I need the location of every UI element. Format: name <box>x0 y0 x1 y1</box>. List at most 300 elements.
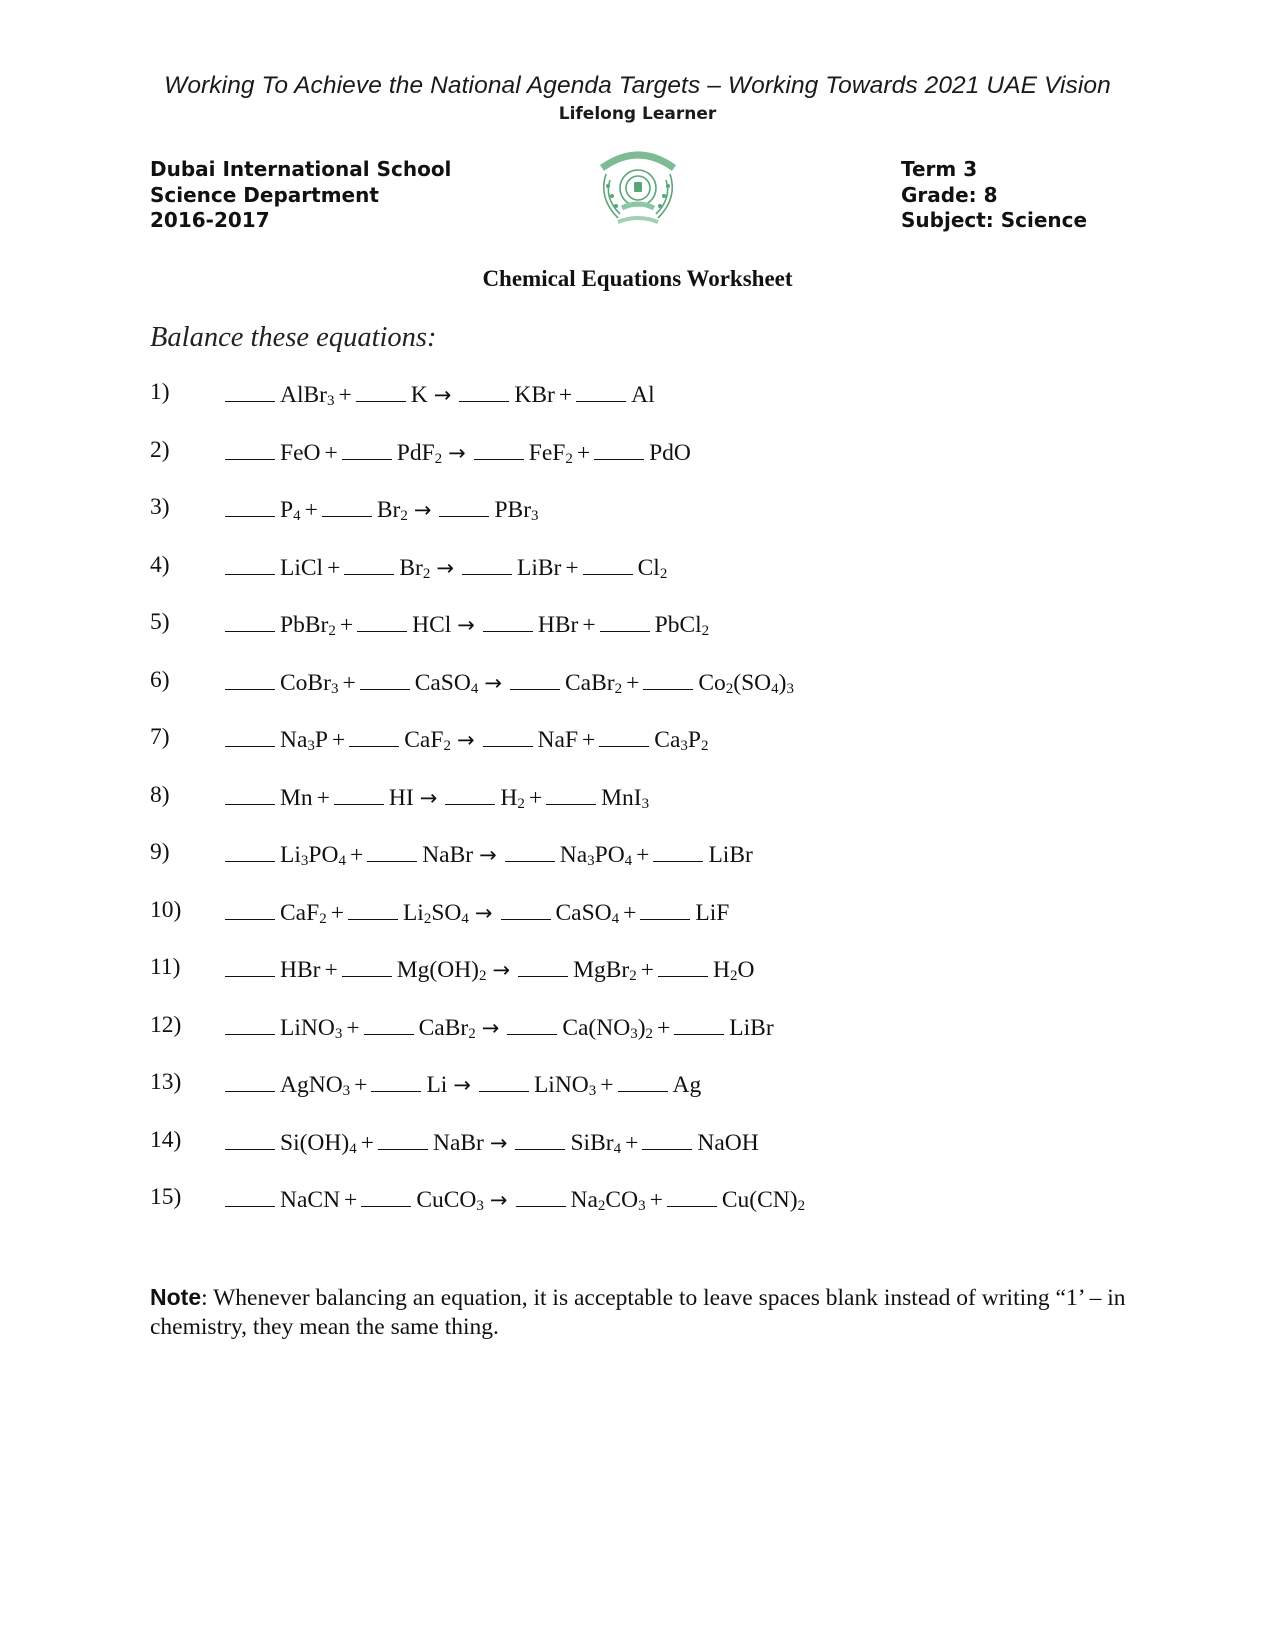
formula-subscript: 4 <box>293 508 301 524</box>
formula-text: K <box>410 382 428 408</box>
coefficient-blank[interactable] <box>225 609 275 632</box>
note-paragraph <box>150 1283 1130 1342</box>
yields-arrow-icon: → <box>456 728 475 752</box>
chemical-formula <box>517 555 561 581</box>
plus-sign: + <box>331 727 346 753</box>
plus-sign: + <box>528 784 543 811</box>
chemical-formula <box>397 957 487 983</box>
equation-number: 9) <box>150 839 170 865</box>
chemical-formula <box>433 1130 484 1156</box>
grade-label: Grade: 8 <box>901 182 998 207</box>
equation-body <box>225 1069 705 1099</box>
instruction-text: Balance these equations: <box>150 322 437 353</box>
plus-sign: + <box>344 1187 358 1213</box>
formula-text: Li <box>280 842 301 868</box>
coefficient-blank[interactable] <box>225 1012 275 1035</box>
chemical-formula <box>538 727 578 753</box>
formula-text: PO <box>308 842 339 868</box>
coefficient-blank[interactable] <box>674 1012 724 1035</box>
header-subtag: Lifelong Learner <box>558 104 717 124</box>
formula-subscript: 3 <box>587 853 595 869</box>
plus-sign: + <box>354 1072 368 1098</box>
coefficient-blank[interactable] <box>378 1127 428 1150</box>
formula-subscript: 2 <box>701 623 710 639</box>
chemical-formula <box>377 497 408 523</box>
coefficient-blank[interactable] <box>594 437 644 460</box>
formula-text: CO <box>605 1187 639 1213</box>
chemical-formula <box>638 555 668 581</box>
chemical-formula <box>571 1187 646 1213</box>
formula-subscript: 4 <box>624 853 633 869</box>
formula-text: NaCN <box>280 1187 341 1213</box>
formula-text: Ca(NO <box>562 1014 631 1041</box>
equation-body <box>225 724 712 754</box>
coefficient-blank[interactable] <box>618 1069 668 1092</box>
formula-text: ) <box>778 669 787 696</box>
formula-text: H <box>713 957 731 983</box>
formula-text: Mg(OH) <box>396 957 479 983</box>
chemical-formula <box>422 842 473 868</box>
formula-subscript: 2 <box>328 623 336 639</box>
coefficient-blank[interactable] <box>483 609 533 632</box>
formula-subscript: 4 <box>349 1140 357 1157</box>
equation-body <box>225 954 759 984</box>
formula-subscript: 2 <box>725 680 734 697</box>
coefficient-blank[interactable] <box>342 954 392 977</box>
equation-number: 2) <box>150 436 170 463</box>
coefficient-blank[interactable] <box>643 667 693 690</box>
coefficient-blank[interactable] <box>360 667 410 690</box>
formula-subscript: 2 <box>700 738 709 754</box>
formula-subscript: 4 <box>338 853 346 869</box>
plus-sign: + <box>600 1072 614 1098</box>
equation-body <box>225 1127 763 1157</box>
equation-number: 6) <box>150 666 170 693</box>
formula-text: FeO <box>280 439 321 466</box>
formula-text: NaOH <box>697 1129 759 1156</box>
equation-number: 5) <box>150 609 170 635</box>
yields-arrow-icon: → <box>489 1188 508 1212</box>
equation-number: 11) <box>150 954 181 980</box>
coefficient-blank[interactable] <box>367 839 417 862</box>
formula-text: P <box>314 727 328 753</box>
equation-body <box>225 667 798 697</box>
coefficient-blank[interactable] <box>653 839 703 862</box>
yields-arrow-icon: → <box>457 613 475 637</box>
formula-text: (SO <box>733 669 772 696</box>
coefficient-blank[interactable] <box>225 552 275 575</box>
coefficient-blank[interactable] <box>600 609 650 632</box>
formula-text: HI <box>388 784 414 811</box>
chemical-formula <box>412 612 451 638</box>
formula-text: CaBr <box>564 669 615 696</box>
coefficient-blank[interactable] <box>576 379 626 402</box>
chemical-formula <box>280 555 323 581</box>
plus-sign: + <box>360 1129 374 1156</box>
coefficient-blank[interactable] <box>439 494 489 517</box>
yields-arrow-icon: → <box>489 1130 508 1155</box>
formula-text: CaF <box>280 899 320 926</box>
plus-sign: + <box>636 842 650 868</box>
plus-sign: + <box>324 439 338 466</box>
chemical-formula <box>426 1072 447 1098</box>
plus-sign: + <box>349 842 364 868</box>
plus-sign: + <box>324 957 338 983</box>
coefficient-blank[interactable] <box>546 782 596 805</box>
formula-text: HBr <box>280 957 321 983</box>
formula-text: Cu(CN) <box>721 1187 798 1213</box>
coefficient-blank[interactable] <box>505 839 555 862</box>
yields-arrow-icon: → <box>481 1015 500 1040</box>
yields-arrow-icon: → <box>492 958 511 982</box>
plus-sign: + <box>316 784 330 811</box>
equation-number: 14) <box>150 1126 182 1153</box>
plus-sign: + <box>342 669 356 696</box>
equation-number: 1) <box>150 379 170 405</box>
formula-text: LiF <box>695 899 730 926</box>
coefficient-blank[interactable] <box>225 954 275 977</box>
chemical-formula <box>562 1015 653 1041</box>
plus-sign: + <box>565 554 579 581</box>
formula-subscript: 4 <box>611 910 620 927</box>
coefficient-blank[interactable] <box>501 897 551 920</box>
equation-number: 4) <box>150 551 170 578</box>
yields-arrow-icon: → <box>479 843 497 867</box>
formula-text: Na <box>570 1187 598 1213</box>
chemical-formula <box>573 957 637 983</box>
formula-text: NaF <box>537 727 579 753</box>
formula-text: Cl <box>637 554 660 581</box>
chemical-formula <box>280 785 313 811</box>
plus-sign: + <box>304 497 318 523</box>
formula-text: NaBr <box>422 842 474 868</box>
formula-text: H <box>500 784 518 811</box>
formula-subscript: 4 <box>613 1140 622 1157</box>
yields-arrow-icon: → <box>448 440 466 465</box>
formula-subscript: 2 <box>423 910 432 927</box>
chemical-formula <box>695 900 729 926</box>
formula-text: CaBr <box>418 1014 469 1041</box>
plus-sign: + <box>625 1129 639 1156</box>
coefficient-blank[interactable] <box>225 494 275 517</box>
formula-subscript: 3 <box>531 508 539 524</box>
school-crest-icon <box>588 138 688 230</box>
school-name: Dubai International School <box>150 157 452 181</box>
coefficient-blank[interactable] <box>642 1127 692 1150</box>
chemical-formula <box>570 1130 621 1156</box>
yields-arrow-icon: → <box>484 670 502 695</box>
coefficient-blank[interactable] <box>361 1184 411 1207</box>
chemical-formula <box>280 497 301 523</box>
coefficient-blank[interactable] <box>479 1069 529 1092</box>
chemical-formula <box>631 382 655 408</box>
coefficient-blank[interactable] <box>474 437 524 460</box>
chemical-formula <box>416 1187 484 1213</box>
chemical-formula <box>713 957 754 983</box>
formula-text: Br <box>399 554 423 581</box>
formula-text: SiBr <box>570 1129 614 1156</box>
formula-text: PO <box>594 842 625 868</box>
chemical-formula <box>397 440 442 466</box>
formula-subscript: 2 <box>422 565 431 582</box>
formula-subscript: 2 <box>797 1198 806 1214</box>
equation-body <box>225 437 695 467</box>
coefficient-blank[interactable] <box>225 1127 275 1150</box>
formula-text: PbBr <box>280 612 329 638</box>
equation-body <box>225 494 543 524</box>
formula-subscript: 3 <box>330 680 339 697</box>
coefficient-blank[interactable] <box>225 897 275 920</box>
equation-body <box>225 1012 778 1042</box>
formula-text: AlBr <box>280 382 327 408</box>
chemical-formula <box>280 1130 357 1156</box>
note-label: Note <box>150 1284 202 1310</box>
note-text: : Whenever balancing an equation, it is acceptable to leave spaces blank instead of writing “1’ – in chemistry, they mean the same thing. <box>150 1285 1126 1340</box>
formula-subscript: 3 <box>342 1083 351 1099</box>
formula-text: Ca <box>654 727 681 753</box>
coefficient-blank[interactable] <box>334 782 384 805</box>
formula-text: SO <box>431 899 462 926</box>
coefficient-blank[interactable] <box>357 609 407 632</box>
chemical-formula <box>649 440 691 466</box>
plus-sign: + <box>626 669 640 696</box>
formula-text: PBr <box>494 497 532 523</box>
chemical-formula <box>389 785 414 811</box>
formula-subscript: 3 <box>327 393 335 409</box>
coefficient-blank[interactable] <box>225 667 275 690</box>
chemical-formula <box>280 1015 342 1041</box>
formula-subscript: 2 <box>443 738 451 754</box>
equation-body <box>225 379 659 409</box>
formula-subscript: 2 <box>659 565 668 582</box>
chemical-formula <box>529 440 573 466</box>
chemical-formula <box>280 612 336 638</box>
chemical-formula <box>411 382 428 408</box>
formula-subscript: 3 <box>334 1025 343 1042</box>
formula-text: Al <box>631 382 655 408</box>
formula-subscript: 2 <box>468 1025 476 1042</box>
yields-arrow-icon: → <box>474 900 493 925</box>
chemical-formula <box>708 842 752 868</box>
coefficient-blank[interactable] <box>371 1069 421 1092</box>
formula-text: MnI <box>601 784 642 811</box>
chemical-formula <box>280 1072 350 1098</box>
chemical-formula <box>404 727 451 753</box>
coefficient-blank[interactable] <box>507 1012 557 1035</box>
equation-number: 15) <box>150 1184 182 1210</box>
formula-text: Br <box>376 497 401 523</box>
plus-sign: + <box>582 612 596 638</box>
term-info <box>901 157 1087 234</box>
formula-subscript: 3 <box>641 795 650 812</box>
chemical-formula <box>399 555 430 581</box>
formula-text: NaBr <box>432 1129 484 1156</box>
equation-number: 13) <box>150 1069 182 1095</box>
worksheet-title: Chemical Equations Worksheet <box>482 266 793 291</box>
formula-text: LiNO <box>280 1014 335 1041</box>
formula-subscript: 2 <box>730 968 738 984</box>
equation-body <box>225 609 713 639</box>
chemical-formula <box>655 612 710 638</box>
formula-text: Li <box>402 899 424 926</box>
formula-subscript: 3 <box>786 680 794 697</box>
chemical-formula <box>538 612 578 638</box>
chemical-formula <box>280 957 320 983</box>
coefficient-blank[interactable] <box>225 1184 275 1207</box>
coefficient-blank[interactable] <box>518 954 568 977</box>
plus-sign: + <box>338 382 352 408</box>
formula-subscript: 3 <box>300 853 309 869</box>
yields-arrow-icon: → <box>419 785 438 810</box>
coefficient-blank[interactable] <box>225 782 275 805</box>
coefficient-blank[interactable] <box>225 437 275 460</box>
coefficient-blank[interactable] <box>356 379 406 402</box>
chemical-formula <box>673 1072 702 1098</box>
formula-text: CoBr <box>280 669 331 696</box>
formula-text: LiBr <box>729 1014 774 1041</box>
equation-number: 3) <box>150 494 170 520</box>
coefficient-blank[interactable] <box>322 494 372 517</box>
formula-text: HCl <box>412 612 452 638</box>
plus-sign: + <box>327 554 341 581</box>
chemical-formula <box>654 727 708 753</box>
formula-text: PbCl <box>654 612 702 638</box>
coefficient-blank[interactable] <box>516 1184 566 1207</box>
coefficient-blank[interactable] <box>445 782 495 805</box>
formula-text: CuCO <box>416 1187 477 1213</box>
equation-body <box>225 1184 809 1214</box>
chemical-formula <box>729 1015 773 1041</box>
coefficient-blank[interactable] <box>667 1184 717 1207</box>
formula-text: Na <box>559 842 588 868</box>
chemical-formula <box>280 900 327 926</box>
coefficient-blank[interactable] <box>348 897 398 920</box>
chemical-formula <box>601 785 649 811</box>
yields-arrow-icon: → <box>413 498 432 522</box>
formula-subscript: 2 <box>597 1198 606 1214</box>
coefficient-blank[interactable] <box>225 1069 275 1092</box>
formula-text: LiBr <box>516 554 562 581</box>
chemical-formula <box>280 842 346 868</box>
equation-body <box>225 897 733 927</box>
equation-number: 12) <box>150 1011 182 1038</box>
plus-sign: + <box>623 899 637 926</box>
coefficient-blank[interactable] <box>640 897 690 920</box>
header-tagline: Working To Achieve the National Agenda Targets – Working Towards 2021 UAE Vision <box>164 72 1111 99</box>
chemical-formula <box>560 842 632 868</box>
formula-text: P <box>687 727 701 753</box>
formula-text: LiNO <box>533 1072 589 1098</box>
equation-number: 8) <box>150 781 170 808</box>
coefficient-blank[interactable] <box>349 724 399 747</box>
chemical-formula <box>722 1187 805 1213</box>
coefficient-blank[interactable] <box>515 1127 565 1150</box>
chemical-formula <box>403 900 469 926</box>
school-info <box>150 157 451 234</box>
coefficient-blank[interactable] <box>225 724 275 747</box>
formula-text: Na <box>280 727 308 753</box>
plus-sign: + <box>330 899 344 926</box>
chemical-formula <box>556 900 620 926</box>
formula-subscript: 2 <box>319 910 327 927</box>
chemical-formula <box>698 670 794 696</box>
chemical-formula <box>280 670 338 696</box>
plus-sign: + <box>657 1014 671 1041</box>
chemical-formula <box>280 1187 340 1213</box>
coefficient-blank[interactable] <box>225 379 275 402</box>
coefficient-blank[interactable] <box>599 724 649 747</box>
formula-text: AgNO <box>280 1072 343 1098</box>
formula-subscript: 3 <box>630 1025 638 1042</box>
formula-subscript: 2 <box>645 1025 654 1042</box>
formula-text: ) <box>637 1014 646 1041</box>
yields-arrow-icon: → <box>436 555 454 580</box>
coefficient-blank[interactable] <box>344 552 394 575</box>
formula-subscript: 2 <box>479 968 487 984</box>
plus-sign: + <box>346 1014 360 1041</box>
formula-subscript: 4 <box>771 680 779 697</box>
yields-arrow-icon: → <box>453 1073 471 1097</box>
chemical-formula <box>565 670 622 696</box>
formula-subscript: 4 <box>470 680 479 697</box>
formula-text: LiCl <box>280 554 324 581</box>
chemical-formula <box>500 785 524 811</box>
equation-number: 7) <box>150 724 170 750</box>
plus-sign: + <box>640 957 655 983</box>
formula-text: Li <box>426 1072 448 1098</box>
formula-text: O <box>737 957 755 983</box>
chemical-formula <box>419 1015 476 1041</box>
formula-subscript: 2 <box>629 968 637 984</box>
coefficient-blank[interactable] <box>583 552 633 575</box>
formula-subscript: 2 <box>400 508 408 524</box>
formula-text: CaF <box>404 727 444 753</box>
formula-subscript: 3 <box>476 1198 484 1214</box>
formula-text: PdO <box>649 439 691 466</box>
formula-text: Mn <box>280 784 313 811</box>
formula-text: PdF <box>396 439 435 466</box>
chemical-formula <box>280 440 320 466</box>
formula-text: P <box>280 497 294 523</box>
coefficient-blank[interactable] <box>658 954 708 977</box>
coefficient-blank[interactable] <box>225 839 275 862</box>
academic-year: 2016-2017 <box>150 208 270 232</box>
coefficient-blank[interactable] <box>459 379 509 402</box>
plus-sign: + <box>576 439 591 466</box>
equation-body <box>225 782 653 812</box>
formula-text: CaSO <box>555 899 612 926</box>
plus-sign: + <box>339 612 354 638</box>
department-name: Science Department <box>150 182 379 207</box>
formula-subscript: 3 <box>638 1198 646 1214</box>
coefficient-blank[interactable] <box>342 437 392 460</box>
equation-number: 10) <box>150 896 182 923</box>
coefficient-blank[interactable] <box>510 667 560 690</box>
formula-subscript: 2 <box>517 795 525 812</box>
formula-text: HBr <box>537 612 579 638</box>
plus-sign: + <box>582 727 596 753</box>
coefficient-blank[interactable] <box>462 552 512 575</box>
subject-label: Subject: Science <box>901 208 1088 232</box>
formula-text: FeF <box>528 439 566 466</box>
formula-text: MgBr <box>573 957 630 983</box>
formula-subscript: 3 <box>307 738 315 754</box>
coefficient-blank[interactable] <box>483 724 533 747</box>
coefficient-blank[interactable] <box>364 1012 414 1035</box>
equation-body <box>225 552 671 582</box>
formula-text: Co <box>698 669 726 696</box>
chemical-formula <box>697 1130 758 1156</box>
